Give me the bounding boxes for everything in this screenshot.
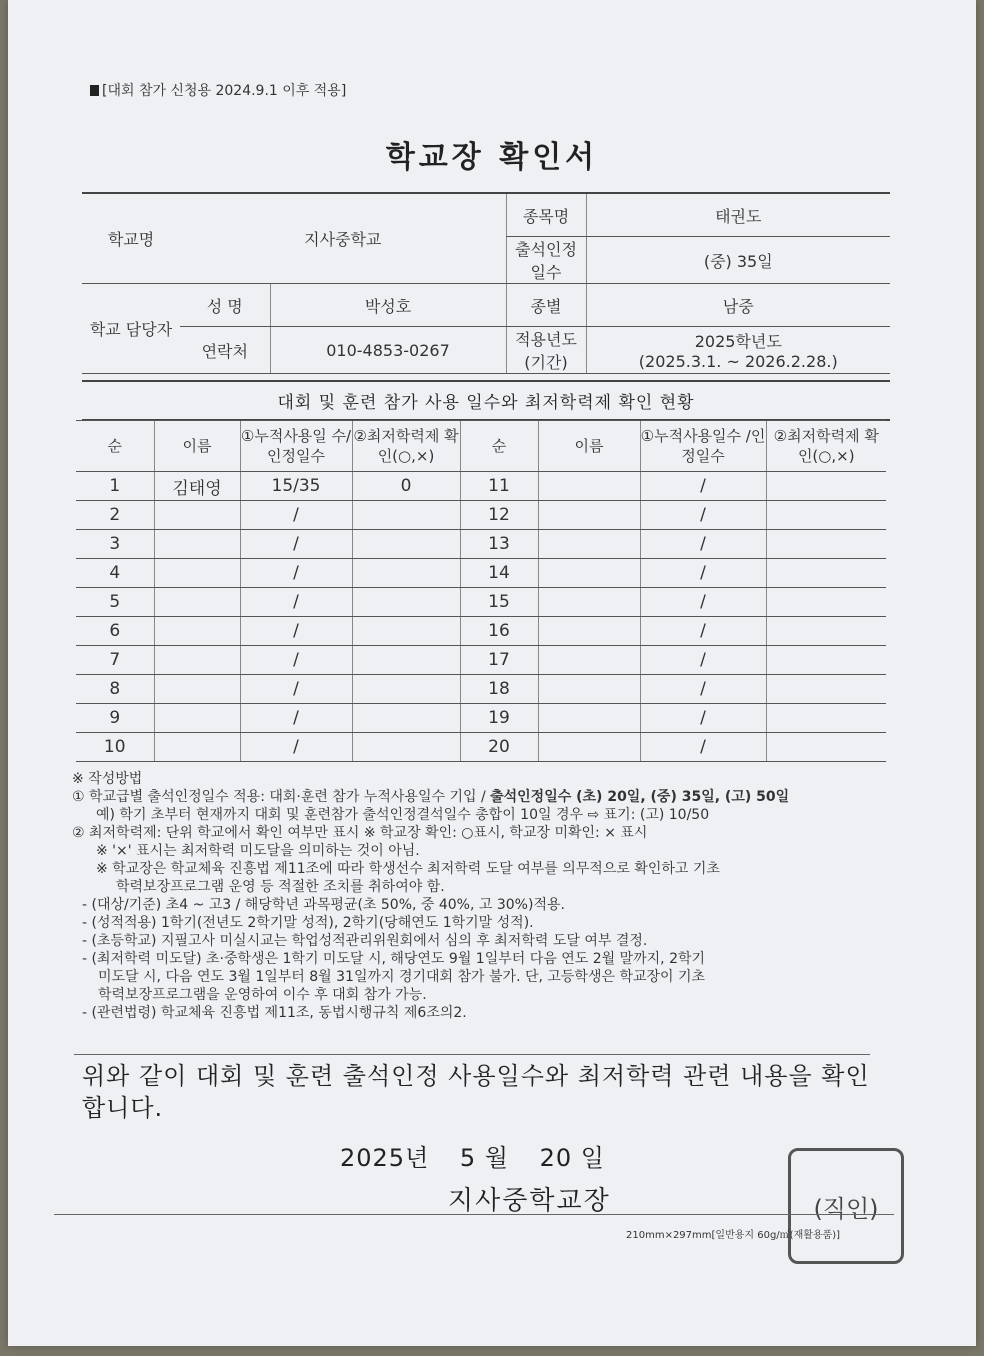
header-tag [90, 80, 346, 100]
table-row [76, 472, 886, 501]
row-no-2: 16 [460, 617, 538, 646]
row-check [352, 704, 460, 733]
row-days: / [240, 530, 352, 559]
row-check [352, 530, 460, 559]
table-row [76, 501, 886, 530]
document-page [8, 0, 976, 1346]
row-name-2 [538, 675, 640, 704]
row-check-2 [766, 559, 886, 588]
row-name [154, 675, 240, 704]
row-days-2: / [640, 588, 766, 617]
row-days-2: / [640, 472, 766, 501]
row-no: 4 [76, 559, 154, 588]
row-check [352, 646, 460, 675]
row-days: / [240, 704, 352, 733]
row-days-2: / [640, 530, 766, 559]
paper-spec: 210mm×297mm[일반용지 60g/㎡(재활용품)] [626, 1230, 841, 1241]
row-days: 15/35 [240, 472, 352, 501]
stat-table [76, 420, 886, 762]
category-value: 남중 [586, 284, 890, 327]
attend-value: (중) 35일 [586, 237, 890, 284]
header-name-2: 이름 [538, 421, 640, 472]
table-row [76, 588, 886, 617]
notes [72, 770, 892, 1022]
row-days: / [240, 501, 352, 530]
note-2a: ② 최저학력제: 단위 학교에서 확인 여부만 표시 ※ 학교장 확인: ○표시, 학교장 미확인: × 표시 [72, 825, 648, 841]
header-no-2: 순 [460, 421, 538, 472]
note-1c: 예) 학기 초부터 현재까지 대회 및 훈련참가 출석인정결석일수 총합이 10일 경우 ⇨ 표기: (고) 10/50 [96, 807, 710, 823]
row-days: / [240, 646, 352, 675]
row-no: 2 [76, 501, 154, 530]
note-d4a: - (최저학력 미도달) 초·중학생은 1학기 미도달 시, 해당연도 9월 1일부터 다음 연도 2월 말까지, 2학기 [82, 951, 706, 967]
row-name [154, 559, 240, 588]
row-no-2: 11 [460, 472, 538, 501]
row-no-2: 15 [460, 588, 538, 617]
row-no: 9 [76, 704, 154, 733]
row-no-2: 19 [460, 704, 538, 733]
row-no-2: 12 [460, 501, 538, 530]
event-value: 태권도 [586, 193, 890, 237]
row-name-2 [538, 646, 640, 675]
page-title: 학교장 확인서 [385, 140, 599, 175]
row-days-2: / [640, 501, 766, 530]
notes-heading: ※ 작성방법 [72, 771, 143, 787]
row-days-2: / [640, 617, 766, 646]
row-name-2 [538, 501, 640, 530]
year-value: 2025학년도 [694, 332, 782, 351]
row-check [352, 559, 460, 588]
table-row [76, 733, 886, 762]
table-row [76, 617, 886, 646]
row-name-2 [538, 530, 640, 559]
note-1a: ① 학교급별 출석인정일수 적용: 대회·훈련 참가 누적사용일수 기입 / [72, 789, 491, 805]
row-no-2: 20 [460, 733, 538, 762]
table-row [76, 646, 886, 675]
row-check-2 [766, 588, 886, 617]
row-no: 10 [76, 733, 154, 762]
square-bullet-icon [90, 85, 99, 96]
row-no: 5 [76, 588, 154, 617]
note-2d: 학력보장프로그램 운영 등 적절한 조치를 취하여야 함. [116, 879, 445, 895]
row-name [154, 588, 240, 617]
confirm-statement: 위와 같이 대회 및 훈련 출석인정 사용일수와 최저학력 관련 내용을 확인합니다. [82, 1062, 870, 1122]
stat-title: 대회 및 훈련 참가 사용 일수와 최저학력제 확인 현황 [82, 380, 890, 421]
row-days: / [240, 559, 352, 588]
note-d1: - (대상/기준) 초4 ~ 고3 / 해당학년 과목평균(초 50%, 중 40%, 고 30%)적용. [82, 897, 565, 913]
row-no: 1 [76, 472, 154, 501]
row-check [352, 501, 460, 530]
row-name [154, 646, 240, 675]
row-check-2 [766, 530, 886, 559]
header-name: 이름 [154, 421, 240, 472]
name-label: 성 명 [180, 284, 270, 327]
row-days-2: / [640, 646, 766, 675]
row-no-2: 13 [460, 530, 538, 559]
row-check: 0 [352, 472, 460, 501]
row-name: 김태영 [154, 472, 240, 501]
row-days: / [240, 733, 352, 762]
row-name [154, 733, 240, 762]
header-check: ②최저학력제 확인(○,×) [352, 421, 460, 472]
row-days-2: / [640, 559, 766, 588]
row-check-2 [766, 501, 886, 530]
header-days-2: ①누적사용일수 /인정일수 [640, 421, 766, 472]
row-check-2 [766, 472, 886, 501]
row-name-2 [538, 617, 640, 646]
row-days: / [240, 588, 352, 617]
note-d4b: 미도달 시, 다음 연도 3월 1일부터 8월 31일까지 경기대회 참가 불가. 단, 고등학생은 학교장이 기초 [98, 969, 706, 985]
header-tag-text: [대회 참가 신청용 2024.9.1 이후 적용] [102, 83, 347, 99]
row-check-2 [766, 617, 886, 646]
row-no: 3 [76, 530, 154, 559]
row-check [352, 588, 460, 617]
row-check-2 [766, 733, 886, 762]
contact-value: 010-4853-0267 [270, 327, 506, 374]
attend-label: 출석인정 일수 [506, 237, 586, 284]
row-name [154, 501, 240, 530]
row-name-2 [538, 588, 640, 617]
row-check-2 [766, 675, 886, 704]
note-2b: ※ '×' 표시는 최저학력 미도달을 의미하는 것이 아님. [96, 843, 420, 859]
row-days: / [240, 675, 352, 704]
divider-bottom [54, 1214, 894, 1215]
row-no-2: 14 [460, 559, 538, 588]
row-no: 6 [76, 617, 154, 646]
note-d4c: 학력보장프로그램을 운영하여 이수 후 대회 참가 가능. [98, 987, 427, 1003]
note-1 [72, 788, 892, 806]
manager-label: 학교 담당자 [82, 284, 180, 374]
row-days-2: / [640, 704, 766, 733]
date-month: 5 월 [459, 1144, 509, 1172]
row-name-2 [538, 704, 640, 733]
row-name-2 [538, 472, 640, 501]
principal-name: 지사중학교장 [448, 1186, 611, 1216]
seal-label: (직인) [813, 1194, 879, 1223]
row-days: / [240, 617, 352, 646]
table-row [76, 704, 886, 733]
row-name [154, 617, 240, 646]
table-row [76, 530, 886, 559]
divider-top [74, 1054, 870, 1055]
row-no-2: 18 [460, 675, 538, 704]
row-days-2: / [640, 733, 766, 762]
row-no: 8 [76, 675, 154, 704]
row-name-2 [538, 559, 640, 588]
date-year: 2025년 [340, 1144, 430, 1172]
header-days: ①누적사용일 수/인정일수 [240, 421, 352, 472]
note-d5: - (관련법령) 학교체육 진흥법 제11조, 동법시행규칙 제6조의2. [82, 1005, 467, 1021]
name-value: 박성호 [270, 284, 506, 327]
row-check-2 [766, 704, 886, 733]
info-table [82, 192, 890, 374]
year-range: (2025.3.1. ~ 2026.2.28.) [638, 352, 838, 371]
row-check [352, 617, 460, 646]
row-name [154, 704, 240, 733]
category-label: 종별 [506, 284, 586, 327]
row-check [352, 733, 460, 762]
header-check-2: ②최저학력제 확인(○,×) [766, 421, 886, 472]
row-days-2: / [640, 675, 766, 704]
row-check-2 [766, 646, 886, 675]
year-label: 적용년도 (기간) [506, 327, 586, 374]
row-no: 7 [76, 646, 154, 675]
table-row [76, 559, 886, 588]
note-2c: ※ 학교장은 학교체육 진흥법 제11조에 따라 학생선수 최저학력 도달 여부를 의무적으로 확인하고 기초 [96, 861, 720, 877]
event-label: 종목명 [506, 193, 586, 237]
date-day: 20 일 [539, 1144, 605, 1172]
school-label: 학교명 [82, 193, 180, 284]
issue-date [340, 1138, 627, 1173]
table-row [76, 675, 886, 704]
contact-label: 연락처 [180, 327, 270, 374]
row-name-2 [538, 733, 640, 762]
official-seal [788, 1148, 904, 1264]
header-no: 순 [76, 421, 154, 472]
stat-body [76, 472, 886, 762]
note-d2: - (성적적용) 1학기(전년도 2학기말 성적), 2학기(당해연도 1학기말 성적). [82, 915, 534, 931]
row-check [352, 675, 460, 704]
note-1b: 출석인정일수 (초) 20일, (중) 35일, (고) 50일 [490, 789, 790, 805]
school-value: 지사중학교 [180, 193, 506, 284]
row-no-2: 17 [460, 646, 538, 675]
year-value-cell [586, 327, 890, 374]
note-d3: - (초등학교) 지필고사 미실시교는 학업성적관리위원회에서 심의 후 최저학력 도달 여부 결정. [82, 933, 648, 949]
row-name [154, 530, 240, 559]
